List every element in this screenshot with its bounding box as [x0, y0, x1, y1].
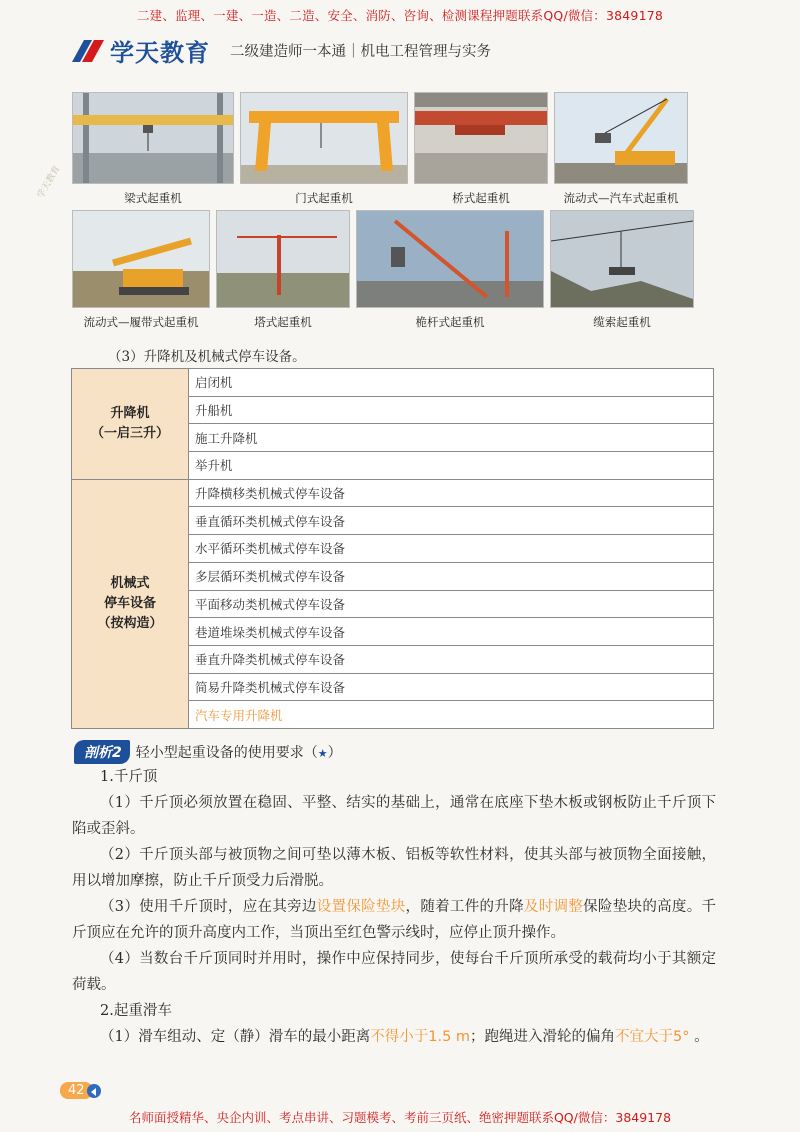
- table-cell: 垂直循环类机械式停车设备: [189, 507, 714, 535]
- paragraph: （2）千斤顶头部与被顶物之间可垫以薄木板、铝板等软性材料，使其头部与被顶物全面接触，用以增加摩擦，防止千斤顶受力后滑脱。: [72, 847, 716, 889]
- photo-tower-crane: [216, 210, 350, 330]
- arrow-left-icon: [87, 1084, 101, 1098]
- photo-bridge-crane: [414, 92, 548, 206]
- subheading-jack: 1.千斤顶: [100, 769, 158, 785]
- page-number-text: 42: [60, 1082, 93, 1099]
- photo-gantry-crane: [240, 92, 408, 206]
- table-row: [72, 369, 714, 397]
- top-banner: 二建、监理、一建、一造、二造、安全、消防、咨询、检测课程押题联系QQ/微信：3849178: [136, 8, 664, 23]
- table-cell: 升降横移类机械式停车设备: [189, 479, 714, 507]
- category-label: 升降机: [110, 405, 150, 421]
- paragraph: （4）当数台千斤顶同时并用时，操作中应保持同步，使每台千斤顶所承受的载荷均小于其额定荷载。: [72, 951, 716, 993]
- table-cell: 简易升降类机械式停车设备: [189, 673, 714, 701]
- truck-crane-image: [554, 92, 688, 184]
- table-cell: 多层循环类机械式停车设备: [189, 562, 714, 590]
- page-header: [70, 32, 760, 68]
- highlight-text: 设置保险垫块: [316, 899, 406, 915]
- analysis-title-text: 轻小型起重设备的使用要求（: [135, 745, 318, 761]
- photos-row-1: [72, 92, 688, 206]
- analysis-badge: 剖析2: [74, 740, 130, 764]
- photo-cable-crane: [550, 210, 694, 330]
- text: 保险垫块的高度。千斤顶应在允许的顶升高度内工作，当顶出至红色警示线时，应停止顶升操作。: [72, 899, 717, 941]
- paragraph: [72, 1024, 716, 1050]
- category-label: 停车设备: [103, 595, 156, 611]
- bottom-banner: 名师面授精华、央企内训、考点串讲、习题模考、考前三页纸、绝密押题联系QQ/微信：3849178: [128, 1110, 672, 1125]
- analysis-heading: [74, 740, 342, 764]
- page-number: [60, 1082, 101, 1099]
- caption: 梁式起重机: [124, 191, 182, 205]
- analysis-title: [136, 742, 342, 762]
- table-cell: 启闭机: [189, 369, 714, 397]
- subheading-pulley: 2.起重滑车: [100, 1003, 172, 1019]
- photo-beam-crane: [72, 92, 234, 206]
- highlight-text: 不宜大于5°: [615, 1029, 690, 1045]
- header-subtitle: 二级建造师一本通｜机电工程管理与实务: [230, 43, 491, 60]
- table-cell: 巷道堆垛类机械式停车设备: [189, 618, 714, 646]
- watermark: 学天教育: [35, 164, 63, 201]
- star-icon: ★: [317, 747, 328, 760]
- category-lifts: [72, 369, 189, 480]
- photo-crawler-crane: [72, 210, 210, 330]
- paragraph: （1）千斤顶必须放置在稳固、平整、结实的基础上，通常在底座下垫木板或钢板防止千斤顶下陷或歪斜。: [72, 795, 716, 837]
- table-cell: 水平循环类机械式停车设备: [189, 535, 714, 563]
- category-label: （按构造）: [97, 615, 163, 631]
- section-heading: （3）升降机及机械式停车设备。: [108, 349, 306, 365]
- text: ；跑绳进入滑轮的偏角: [470, 1029, 616, 1045]
- caption: 门式起重机: [295, 191, 353, 205]
- table-cell: 垂直升降类机械式停车设备: [189, 645, 714, 673]
- bridge-crane-image: [414, 92, 548, 184]
- table-cell: 升船机: [189, 396, 714, 424]
- category-label: 机械式: [110, 575, 150, 591]
- text: （3）使用千斤顶时，应在其旁边: [100, 899, 317, 915]
- category-parking: [72, 479, 189, 728]
- highlight-text: 不得小于1.5 m: [370, 1029, 471, 1045]
- logo-text: 学天教育: [110, 38, 210, 67]
- text: ，随着工件的升降: [405, 899, 524, 915]
- table-cell-highlight: 汽车专用升降机: [189, 701, 714, 729]
- table-cell: 举升机: [189, 452, 714, 480]
- equipment-table: [71, 368, 714, 729]
- paragraph: [72, 894, 716, 946]
- text: （1）滑车组动、定（静）滑车的最小距离: [100, 1029, 371, 1045]
- tower-crane-image: [216, 210, 350, 308]
- cable-crane-image: [550, 210, 694, 308]
- table-cell: 施工升降机: [189, 424, 714, 452]
- caption: 流动式—汽车式起重机: [563, 191, 679, 205]
- caption: 塔式起重机: [254, 315, 312, 329]
- photo-truck-crane: [554, 92, 688, 206]
- analysis-title-end: ）: [327, 745, 342, 761]
- table-row: [72, 479, 714, 507]
- table-cell: 平面移动类机械式停车设备: [189, 590, 714, 618]
- category-label: （一启三升）: [90, 425, 169, 441]
- text: 。: [689, 1029, 709, 1045]
- caption: 缆索起重机: [593, 315, 651, 329]
- gantry-crane-image: [240, 92, 408, 184]
- caption: 流动式—履带式起重机: [83, 315, 199, 329]
- photo-mast-crane: [356, 210, 544, 330]
- caption: 桅杆式起重机: [415, 315, 485, 329]
- caption: 桥式起重机: [452, 191, 510, 205]
- mast-crane-image: [356, 210, 544, 308]
- photos-row-2: [72, 210, 694, 330]
- logo-icon: [70, 36, 106, 64]
- crawler-crane-image: [72, 210, 210, 308]
- beam-crane-image: [72, 92, 234, 184]
- highlight-text: 及时调整: [523, 899, 584, 915]
